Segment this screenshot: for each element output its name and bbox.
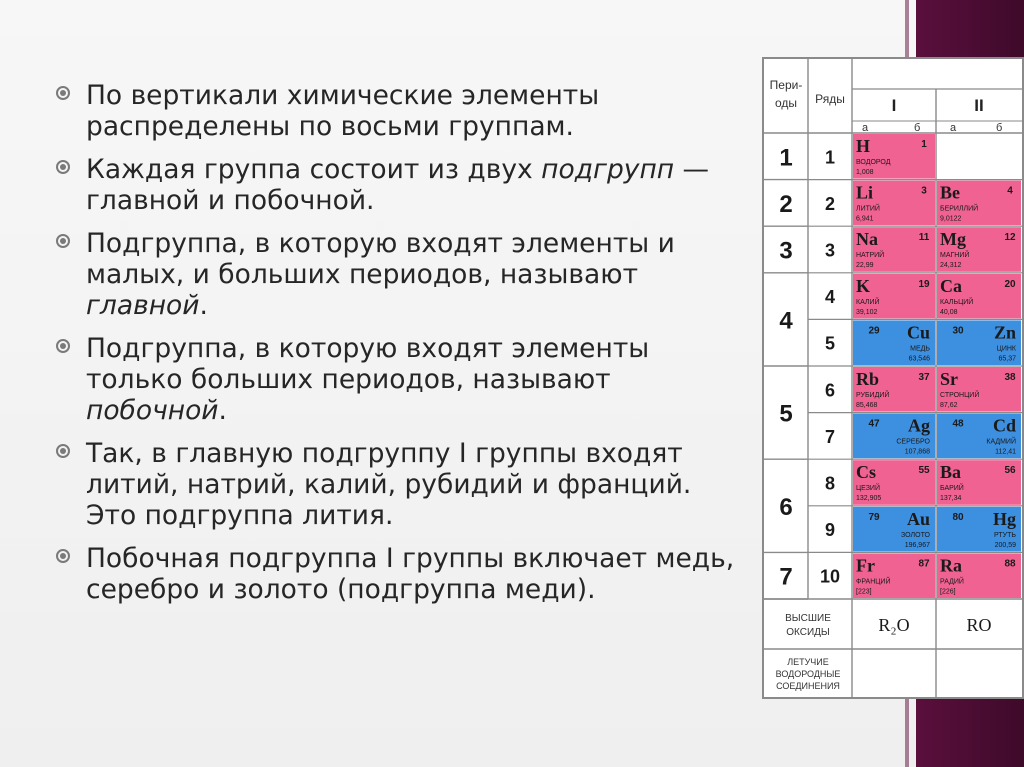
element-name: БЕРИЛЛИЙ bbox=[940, 205, 979, 213]
oxides-label: ОКСИДЫ bbox=[786, 627, 830, 638]
bullet-text bbox=[86, 154, 709, 216]
element-mass: 87,62 bbox=[940, 402, 958, 409]
bullet-text-part: По вертикали химические элементы распределены по восьми группам. bbox=[86, 80, 600, 142]
row-number: 6 bbox=[824, 380, 836, 401]
element-number: 80 bbox=[952, 511, 964, 523]
element-name: СТРОНЦИЙ bbox=[940, 392, 980, 399]
bullet-text-part: — главной и побочной. bbox=[86, 154, 710, 216]
element-symbol: Rb bbox=[856, 369, 880, 389]
element-mass: [226] bbox=[940, 588, 956, 596]
element-number: 47 bbox=[868, 418, 880, 430]
element-mass: 9,0122 bbox=[940, 215, 962, 223]
element-symbol: K bbox=[856, 275, 871, 296]
element-symbol: Sr bbox=[940, 369, 958, 389]
bullet-text-part: Побочная подгруппа I группы включает медь, серебро и золото (подгруппа меди). bbox=[86, 543, 735, 605]
bullet-icon bbox=[56, 86, 70, 100]
element-symbol: Fr bbox=[856, 555, 875, 576]
bullet-item bbox=[56, 228, 746, 321]
bullet-text-part: Подгруппа, в которую входят элементы и малых, и больших периодов, называют bbox=[86, 228, 675, 290]
element-mass: 6,941 bbox=[856, 215, 874, 223]
bullet-text-italic: побочной bbox=[86, 395, 219, 426]
oxide-formula: RO bbox=[966, 615, 992, 635]
period-number: 4 bbox=[779, 307, 793, 335]
element-number: 30 bbox=[952, 325, 964, 337]
element-number: 38 bbox=[1004, 372, 1016, 383]
element-name: МАГНИЙ bbox=[940, 252, 970, 260]
element-name: МЕДЬ bbox=[910, 345, 930, 353]
bullet-icon bbox=[56, 339, 70, 353]
element-number: 1 bbox=[921, 139, 927, 150]
bullet-text-italic: главной bbox=[86, 290, 200, 321]
element-number: 55 bbox=[918, 465, 930, 477]
bullet-item bbox=[56, 438, 746, 531]
bullet-text-italic: подгрупп bbox=[541, 154, 675, 185]
bullet-text bbox=[86, 228, 675, 321]
element-mass: 1,008 bbox=[856, 169, 874, 176]
row-number: 2 bbox=[824, 193, 836, 214]
element-mass: [223] bbox=[856, 588, 872, 596]
hydrides-label: ЛЕТУЧИЕ bbox=[787, 657, 829, 667]
element-symbol: Hg bbox=[992, 508, 1016, 529]
element-name: НАТРИЙ bbox=[856, 252, 885, 260]
periodic-table-graphic bbox=[764, 59, 1022, 697]
bullet-item bbox=[56, 80, 746, 142]
row-number: 3 bbox=[824, 240, 836, 261]
element-number: 29 bbox=[868, 325, 880, 337]
element-number: 88 bbox=[1004, 558, 1016, 570]
element-symbol: Au bbox=[906, 508, 930, 529]
row-number: 7 bbox=[824, 426, 836, 447]
element-symbol: Ca bbox=[940, 275, 962, 296]
element-number: 11 bbox=[918, 232, 930, 244]
element-name: ФРАНЦИЙ bbox=[856, 578, 891, 586]
element-symbol: Be bbox=[940, 182, 960, 203]
header-subgroup-label: а bbox=[950, 122, 957, 134]
element-symbol: Ra bbox=[940, 555, 962, 576]
row-number: 4 bbox=[824, 287, 836, 308]
row-number: 8 bbox=[824, 473, 836, 494]
element-mass: 40,08 bbox=[940, 308, 958, 316]
element-name: КАДМИЙ bbox=[986, 438, 1016, 446]
element-number: 19 bbox=[918, 278, 930, 290]
element-number: 56 bbox=[1004, 465, 1016, 477]
element-name: РАДИЙ bbox=[940, 578, 964, 586]
bullet-icon bbox=[56, 549, 70, 563]
element-mass: 39,102 bbox=[856, 308, 878, 316]
bullet-text-part: Так, в главную подгруппу I группы входят литий, натрий, калий, рубидий и франций. Это подгруппа лития. bbox=[86, 438, 692, 531]
bullet-text bbox=[86, 543, 734, 605]
element-mass: 65,37 bbox=[998, 355, 1016, 363]
element-symbol: Mg bbox=[940, 229, 966, 250]
header-subgroup-label: б bbox=[914, 122, 921, 134]
element-symbol: Li bbox=[856, 182, 874, 203]
element-number: 87 bbox=[918, 558, 930, 570]
element-number: 48 bbox=[952, 418, 964, 430]
header-rows: Ряды bbox=[815, 92, 845, 106]
element-number: 4 bbox=[1007, 185, 1013, 197]
bullet-text-part: Каждая группа состоит из двух bbox=[86, 154, 542, 185]
element-name: ЦЕЗИЙ bbox=[856, 485, 880, 493]
bullet-icon bbox=[56, 444, 70, 458]
element-mass: 63,546 bbox=[908, 355, 930, 363]
element-symbol: Cu bbox=[906, 322, 930, 343]
header-group-label: I bbox=[891, 96, 897, 115]
element-symbol: Ba bbox=[940, 462, 962, 483]
element-number: 79 bbox=[868, 511, 880, 523]
bullet-text bbox=[86, 438, 691, 531]
element-symbol: Ag bbox=[908, 415, 930, 436]
element-number: 12 bbox=[1004, 232, 1016, 244]
bullet-text-part: . bbox=[199, 290, 208, 321]
oxides-label: ВЫСШИЕ bbox=[785, 613, 831, 624]
bullet-icon bbox=[56, 160, 70, 174]
element-mass: 137,34 bbox=[940, 495, 962, 503]
bullet-item bbox=[56, 333, 746, 426]
bullet-text bbox=[86, 333, 649, 426]
header-periods: оды bbox=[774, 96, 798, 110]
bullet-icon bbox=[56, 234, 70, 248]
element-symbol: Cs bbox=[856, 462, 877, 483]
element-number: 3 bbox=[921, 185, 927, 197]
period-number: 5 bbox=[779, 400, 793, 428]
element-mass: 24,312 bbox=[940, 262, 962, 270]
element-symbol: Na bbox=[856, 229, 878, 250]
period-number: 1 bbox=[779, 144, 793, 172]
bullet-text bbox=[86, 80, 599, 142]
element-mass: 107,868 bbox=[904, 448, 930, 456]
element-name: ЦИНК bbox=[996, 345, 1016, 353]
hydrides-label: СОЕДИНЕНИЯ bbox=[776, 681, 840, 691]
bullet-list bbox=[56, 80, 746, 617]
element-mass: 22,99 bbox=[856, 262, 874, 270]
period-number: 2 bbox=[779, 190, 793, 218]
period-number: 3 bbox=[779, 237, 793, 265]
element-mass: 112,41 bbox=[995, 448, 1016, 456]
element-mass: 200,59 bbox=[994, 541, 1016, 549]
header-group-label: II bbox=[974, 96, 984, 115]
element-number: 20 bbox=[1004, 278, 1016, 290]
element-symbol: Cd bbox=[992, 415, 1016, 436]
header-subgroup-label: а bbox=[862, 122, 869, 134]
element-symbol: H bbox=[856, 136, 871, 156]
element-name: ЛИТИЙ bbox=[856, 205, 880, 213]
element-symbol: Zn bbox=[993, 322, 1016, 343]
row-number: 1 bbox=[824, 147, 836, 168]
element-name: БАРИЙ bbox=[940, 485, 964, 493]
element-mass: 132,905 bbox=[856, 495, 882, 503]
element-name: ЗОЛОТО bbox=[901, 531, 930, 539]
bullet-item bbox=[56, 543, 746, 605]
bullet-text-part: Подгруппа, в которую входят элементы только больших периодов, называют bbox=[86, 333, 650, 395]
periodic-table bbox=[762, 57, 1024, 699]
element-name: КАЛИЙ bbox=[856, 298, 880, 306]
element-number: 37 bbox=[918, 372, 930, 383]
header-periods: Пери- bbox=[769, 78, 803, 92]
element-mass: 85,468 bbox=[856, 402, 878, 409]
element-name: РУБИДИЙ bbox=[856, 392, 890, 399]
element-name: КАЛЬЦИЙ bbox=[940, 298, 974, 306]
row-number: 10 bbox=[819, 566, 841, 587]
element-mass: 196,967 bbox=[904, 541, 930, 549]
element-name: СЕРЕБРО bbox=[896, 438, 930, 446]
element-name: РТУТЬ bbox=[994, 531, 1016, 539]
hydrides-label: ВОДОРОДНЫЕ bbox=[775, 669, 841, 679]
period-number: 7 bbox=[779, 563, 793, 591]
period-number: 6 bbox=[779, 493, 793, 521]
row-number: 5 bbox=[824, 333, 836, 354]
header-subgroup-label: б bbox=[996, 122, 1003, 134]
element-name: ВОДОРОД bbox=[856, 159, 891, 166]
bullet-text-part: . bbox=[218, 395, 227, 426]
bullet-item bbox=[56, 154, 746, 216]
row-number: 9 bbox=[824, 520, 836, 541]
oxide-formula: R₂O bbox=[878, 615, 910, 635]
